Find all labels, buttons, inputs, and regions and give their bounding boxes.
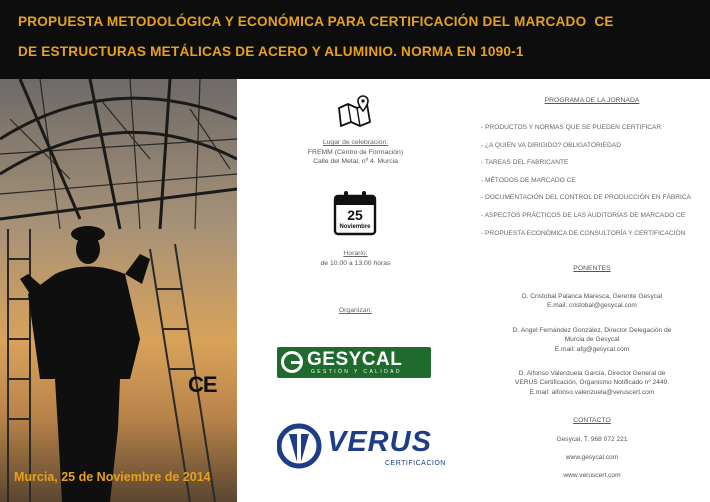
schedule-value: de 10.00 a 13.00 horas — [320, 259, 391, 267]
map-pin-icon — [337, 94, 373, 128]
ce-glyph: CE — [594, 14, 614, 29]
verus-logo — [277, 422, 446, 474]
calendar-day: 25 — [347, 207, 363, 223]
schedule-label: Horario: — [343, 250, 368, 257]
program-item: - MÉTODOS DE MARCADO CE — [481, 177, 576, 184]
program-item: - DOCUMENTACIÓN DEL CONTROL DE PRODUCCIÓN EN FÁBRICA — [481, 194, 692, 201]
verus-logo-name: VERUS — [327, 426, 432, 458]
header-band — [0, 0, 710, 79]
speaker-1-name: D. Cristobal Palanca Maresca, Gerente Gesycal — [521, 293, 663, 300]
gesycal-logo-tagline: GESTIÓN Y CALIDAD — [311, 369, 402, 375]
calendar-month: Noviembre — [339, 224, 371, 230]
calendar-icon — [333, 190, 377, 236]
venue-block — [237, 138, 474, 167]
program-item: - PRODUCTOS Y NORMAS QUE SE PUEDEN CERTIFICAR — [481, 124, 662, 131]
speaker-2 — [474, 326, 710, 354]
speaker-3-email: E.mail: alfonso.valenzuela@veruscert.com — [529, 388, 655, 396]
gesycal-logo — [277, 347, 431, 378]
speaker-2-name: D. Angel Fernández González, Director Delegación de — [512, 327, 672, 334]
speaker-3-role: VERUS Certificación, Organismo Notificado nº 2449. — [514, 379, 670, 387]
speaker-3-name: D. Alfonso Valenzuela García, Director General de — [518, 370, 666, 377]
program-title: PROGRAMA DE LA JORNADA — [544, 97, 640, 104]
speaker-1-email: E.mail: cristobal@gesycal.com — [547, 302, 637, 310]
program-item: - ¿A QUIEN VA DIRIGIDO? OBLIGATORIEDAD — [481, 142, 621, 149]
event-info-column — [237, 79, 474, 502]
speaker-2-email: E.mail: afg@gesycal.com — [554, 345, 630, 353]
speaker-1 — [474, 292, 710, 311]
speaker-2-role: Murcia de Gesycal — [564, 336, 620, 344]
title-line-1 — [18, 14, 614, 29]
program-item: - TAREAS DEL FABRICANTE — [481, 159, 569, 166]
venue-label: Lugar de celebración: — [322, 139, 389, 146]
contact-web-verus[interactable]: www.veruscert.com — [563, 472, 621, 479]
worker-photo — [0, 79, 237, 502]
contact-title: CONTACTO — [573, 417, 611, 424]
title-line-1-text: PROPUESTA METODOLÓGICA Y ECONÓMICA PARA CERTIFICACIÓN DEL MARCADO — [18, 14, 587, 29]
title-line-2: DE ESTRUCTURAS METÁLICAS DE ACERO Y ALUMINIO. NORMA EN 1090-1 — [18, 44, 524, 59]
contact-web-gesycal[interactable]: www.gesycal.com — [565, 454, 619, 461]
program-item: - ASPECTOS PRÁCTICOS DE LAS AUDITORÍAS DE MARCADO CE — [481, 212, 686, 219]
venue-name: FREMM (Centro de Formación) — [307, 148, 404, 156]
gesycal-g-icon — [281, 351, 303, 373]
event-date-caption: Murcia, 25 de Noviembre de 2014 — [14, 470, 211, 484]
verus-emblem-icon — [277, 422, 325, 470]
verus-logo-tagline: CERTIFICACIÓN — [385, 460, 446, 467]
venue-address: Calle del Metal, nº 4. Murcia — [313, 158, 398, 166]
speakers-title: PONENTES — [573, 265, 611, 272]
schedule-block — [237, 249, 474, 268]
speaker-3 — [474, 369, 710, 397]
ce-mark: CE — [188, 372, 217, 397]
organizers-label: Organizan: — [338, 307, 373, 314]
organizers-label-block — [237, 306, 474, 316]
gesycal-logo-name: GESYCAL — [307, 349, 403, 370]
program-item: - PROPUESTA ECONÓMICA DE CONSULTORÍA Y CERTIFICACIÓN — [481, 230, 686, 237]
photo-illustration — [0, 79, 237, 502]
contact-phone: Gesycal, T. 968 072 221 — [556, 436, 628, 443]
program-column — [474, 79, 710, 502]
